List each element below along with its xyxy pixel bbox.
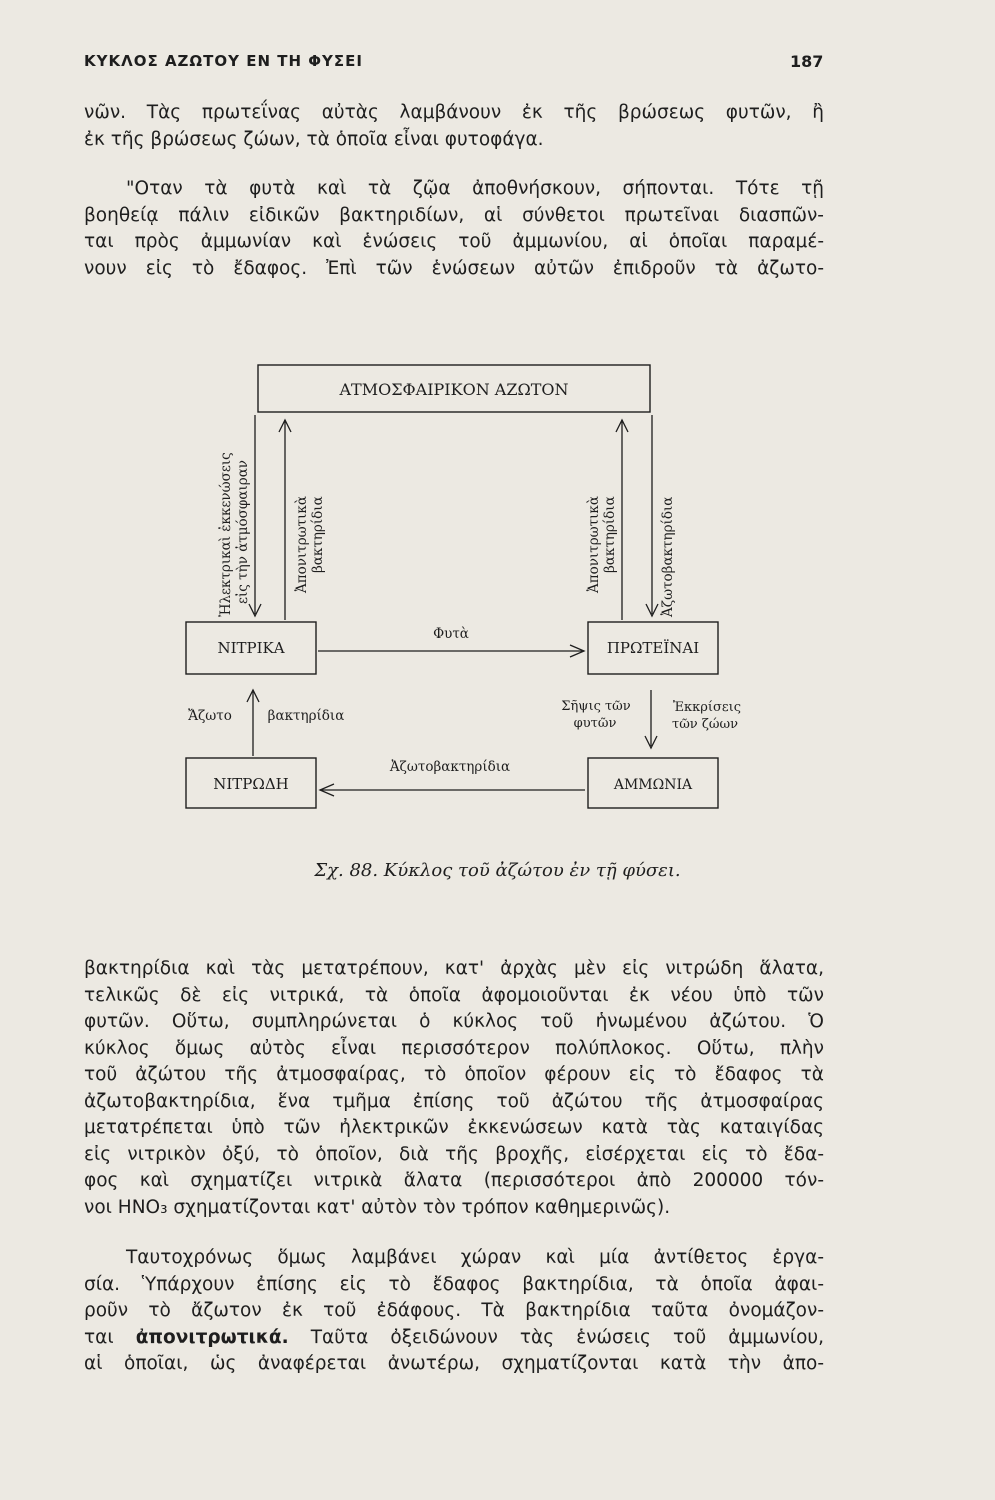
text-line: φος καὶ σχηματίζει νιτρικὰ ἅλατα (περισσότεροι ἀπὸ 200000 τόν- [84,1170,824,1191]
box-label-ammonia: ΑΜΜΩΝΙΑ [613,777,693,793]
label-excretions-2: τῶν ζώων [672,717,738,732]
text-line: ἐκ τῆς βρώσεως ζώων, τὰ ὁποῖα εἶναι φυτοφάγα. [84,128,544,150]
text-line: σία. Ὑπάρχουν ἐπίσης εἰς τὸ ἔδαφος βακτηρίδια, τὰ ὁποῖα ἀφαι- [84,1273,824,1295]
text-line: βοηθείᾳ πάλιν εἰδικῶν βακτηριδίων, αἱ σύνθετοι πρωτεῖναι διασπῶν- [84,204,824,226]
text-line: "Οταν τὰ φυτὰ καὶ τὰ ζῷα ἀποθνήσκουν, σήπονται. Τότε τῇ [126,178,824,199]
label-denitrifying-left-1: Ἀπονιτρωτικὰ [294,496,310,593]
text-line-with-term [84,1325,824,1352]
text-line: κύκλος ὅμως αὐτὸς εἶναι περισσότερον πολύπλοκος. Οὕτω, πλὴν [84,1037,824,1059]
text-line: νουν εἰς τὸ ἔδαφος. Ἐπὶ τῶν ἑνώσεων αὐτῶν ἐπιδροῦν τὰ ἀζωτο- [84,257,824,279]
label-nitrogen-bacteria-bottom: Ἀζωτοβακτηρίδια [389,759,511,775]
text-line: βακτηρίδια καὶ τὰς μετατρέπουν, κατ' ἀρχὰς μὲν εἰς νιτρώδη ἅλατα, [84,958,824,979]
text-line: νῶν. Τὰς πρωτεΐνας αὐτὰς λαμβάνουν ἐκ τῆς βρώσεως φυτῶν, ἢ [84,102,824,123]
label-denitrifying-right-1: Ἀπονιτρωτικὰ [586,496,602,593]
label-denitrifying-right-2: βακτηρίδια [602,496,618,573]
text-fragment: Ταῦτα ὀξειδώνουν τὰς ἑνώσεις τοῦ ἀμμωνίου, [288,1326,824,1348]
arrow-decay-down [645,690,657,748]
text-line: ἀζωτοβακτηρίδια, ἕνα τμῆμα ἐπίσης τοῦ ἀζώτου τῆς ἀτμοσφαίρας [84,1090,824,1112]
label-electric-discharges-1: Ἠλεκτρικαὶ ἐκκενώσεις [218,452,234,617]
arrow-denitrifying-left [279,420,291,620]
box-label-nitrites: ΝΙΤΡΩΔΗ [213,775,289,793]
box-label-nitrates: ΝΙΤΡΙΚΑ [217,639,285,657]
text-line: Ταυτοχρόνως ὅμως λαμβάνει χώραν καὶ μία ἀντίθετος ἐργα- [126,1247,824,1268]
box-label-atmospheric-nitrogen: ΑΤΜΟΣΦΑΙΡΙΚΟΝ ΑΖΩΤΟΝ [339,380,569,399]
text-line: τελικῶς δὲ εἰς νιτρικά, τὰ ὁποῖα ἀφομοιοῦνται ἐκ νέου ὑπὸ τῶν [84,984,824,1006]
label-azoto: Ἄζωτο [188,708,232,724]
running-title: ΚΥΚΛΟΣ ΑΖΩΤΟΥ ΕΝ ΤΗ ΦΥΣΕΙ [84,52,363,70]
arrow-azoto-bacteria-up [247,690,259,756]
paragraph-3 [84,956,824,1221]
text-fragment: ται [84,1326,136,1348]
label-denitrifying-left-2: βακτηρίδια [310,496,326,573]
label-decay-1: Σῆψις τῶν [561,699,631,714]
text-line: ται πρὸς ἀμμωνίαν καὶ ἑνώσεις τοῦ ἀμμωνίου, αἱ ὁποῖαι παραμέ- [84,231,824,252]
text-line: φυτῶν. Οὕτω, συμπληρώνεται ὁ κύκλος τοῦ ἡνωμένου ἀζώτου. Ὁ [84,1011,824,1032]
text-line: νοι HNO₃ σχηματίζονται κατ' αὐτὸν τὸν τρόπον καθημερινῶς). [84,1196,671,1218]
arrow-nitrogen-bacteria-right [646,415,658,616]
label-excretions-1: Ἐκκρίσεις [672,700,742,715]
label-plants: Φυτὰ [433,626,469,642]
label-nitrogen-bacteria-right: Ἀζωτοβακτηρίδια [660,496,676,617]
label-decay-2: φυτῶν [573,716,617,731]
text-line: αἱ ὁποῖαι, ὡς ἀναφέρεται ἀνωτέρω, σχηματίζονται κατὰ τὴν ἀπο- [84,1353,824,1374]
page-number: 187 [790,52,824,71]
text-line: εἰς νιτρικὸν ὀξύ, τὸ ὁποῖον, διὰ τῆς βροχῆς, εἰσέρχεται εἰς τὸ ἔδα- [84,1143,824,1165]
label-bacteria: βακτηρίδια [267,708,345,724]
text-line: μετατρέπεται ὑπὸ τῶν ἠλεκτρικῶν ἐκκενώσεων κατὰ τὰς καταιγίδας [84,1117,824,1138]
label-electric-discharges-2: εἰς τὴν ἀτμόσφαιραν [235,459,251,604]
figure-caption: Σχ. 88. Κύκλος τοῦ ἀζώτου ἐν τῇ φύσει. [314,860,681,881]
paragraph-4 [84,1245,824,1378]
arrow-plants [318,645,584,657]
text-line: τοῦ ἀζώτου τῆς ἀτμοσφαίρας, τὸ ὁποῖον φέρουν εἰς τὸ ἔδαφος τὰ [84,1064,824,1085]
arrow-nitrogen-bacteria-bottom [320,784,585,796]
text-line: ροῦν τὸ ἄζωτον ἐκ τοῦ ἐδάφους. Τὰ βακτηρίδια ταῦτα ὀνομάζον- [84,1300,824,1321]
box-label-proteins: ΠΡΩΤΕΪΝΑΙ [606,639,700,657]
bold-term-denitrifying: ἀπονιτρωτικά. [135,1326,289,1348]
